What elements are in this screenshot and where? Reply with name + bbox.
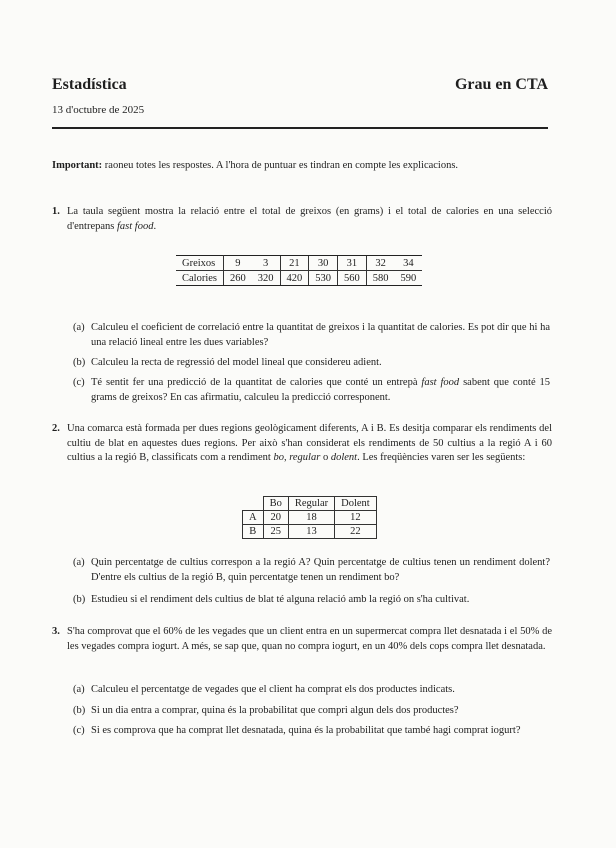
table-cell: 22 (335, 525, 377, 539)
column-header: Bo (263, 497, 288, 511)
row-header-calories: Calories (176, 271, 224, 286)
table-row (176, 271, 422, 286)
subpart-italic: fast food (421, 377, 460, 388)
problem-2b (73, 593, 550, 608)
problem-2 (52, 422, 552, 466)
problem-3a (73, 683, 550, 698)
table-row (243, 497, 377, 511)
table-cell: 560 (338, 271, 367, 286)
table-cell: 34 (395, 256, 423, 271)
problem-1a (73, 321, 550, 350)
table-cell: 530 (309, 271, 338, 286)
yield-frequency-table (242, 496, 377, 539)
table-cell: 12 (335, 511, 377, 525)
problem-1-italic: fast food (117, 220, 154, 232)
table-corner (243, 497, 264, 511)
column-header: Regular (288, 497, 334, 511)
problem-2-statement (67, 422, 552, 466)
subpart-label: (c) (73, 377, 85, 388)
problem-1c (73, 376, 550, 405)
separator: o (320, 452, 331, 463)
problem-1-statement (67, 205, 552, 234)
table-cell: 580 (366, 271, 394, 286)
category-regular: regular (289, 452, 321, 463)
subpart-label: (b) (73, 705, 86, 716)
row-header-fat: Greixos (176, 256, 224, 271)
problem-2-text-end: . Les freqüències varen ser les següents: (357, 452, 526, 463)
subpart-text: Si un dia entra a comprar, quina és la probabilitat que compri algun dels dos productes? (91, 705, 459, 716)
problem-1 (52, 205, 552, 234)
problem-1-text-end: . (153, 220, 157, 232)
problem-3c (73, 724, 550, 739)
table-cell: 31 (338, 256, 367, 271)
problem-3b (73, 704, 550, 719)
table-row (176, 256, 422, 271)
header-rule (52, 127, 548, 129)
problem-2-text: Una comarca està formada per dues regions geològicament diferents, A i B. Es desitja comparar els rendiments del cultiu de blat en aquestes dues regions. Per això s'han considerat els rendiments de 50 cultius a la regió A i 60 cultius a la regió B, classificats com a rendiment (67, 423, 552, 463)
table-cell: 13 (288, 525, 334, 539)
table-row (243, 511, 377, 525)
subpart-label: (c) (73, 725, 85, 736)
problem-2-number: 2. (52, 423, 60, 434)
table-cell: 9 (224, 256, 252, 271)
exam-date: 13 d'octubre de 2025 (52, 104, 145, 116)
subpart-label: (a) (73, 557, 85, 568)
table-cell: 30 (309, 256, 338, 271)
subpart-text-end: sabent que conté 15 grams de greixos? En cas afirmatiu, calculeu la predicció corresponent. (91, 377, 551, 403)
table-cell: 3 (252, 256, 280, 271)
table-cell: 260 (224, 271, 252, 286)
subpart-text (91, 376, 550, 405)
subpart-text: Estudieu si el rendiment dels cultius de blat té alguna relació amb la regió on s'ha cultivat. (91, 594, 470, 605)
subpart-label: (a) (73, 684, 85, 695)
problem-3-number: 3. (52, 626, 60, 637)
column-header: Dolent (335, 497, 377, 511)
subpart-text: Quin percentatge de cultius correspon a la regió A? Quin percentatge de cultius tenen un rendiment dolent? D'entre els cultius de la regió B, quin percentatge tenen un rendiment bo? (91, 557, 550, 583)
subpart-label: (b) (73, 594, 86, 605)
problem-2a (73, 556, 550, 585)
table-cell: 320 (252, 271, 280, 286)
separator: , (283, 452, 290, 463)
row-header: B (243, 525, 264, 539)
subpart-text: Calculeu la recta de regressió del model lineal que considereu adient. (91, 357, 382, 368)
subpart-label: (b) (73, 357, 86, 368)
subpart-text: Si es comprova que ha comprat llet desnatada, quina és la probabilitat que també hagi comprat iogurt? (91, 725, 521, 736)
fat-calories-table (176, 255, 422, 286)
important-note (52, 159, 552, 173)
table-cell: 20 (263, 511, 288, 525)
category-dolent: dolent (330, 452, 358, 463)
table-cell: 420 (280, 271, 309, 286)
problem-3-statement: S'ha comprovat que el 60% de les vegades que un client entra en un supermercat compra llet desnatada i el 50% de les vegades compra iogurt. A més, se sap que, quan no compra iogurt, en un 40% dels cops compra llet desnatada. (67, 626, 552, 652)
table-cell: 18 (288, 511, 334, 525)
degree-title: Grau en CTA (454, 76, 548, 93)
table-cell: 25 (263, 525, 288, 539)
table-cell: 590 (395, 271, 423, 286)
subpart-text: Calculeu el coeficient de correlació entre la quantitat de greixos i la quantitat de calories. Es pot dir que hi ha una relació lineal entre les dues variables? (91, 322, 550, 348)
problem-1b (73, 356, 550, 371)
category-bo: bo (273, 452, 284, 463)
problem-1-text: La taula següent mostra la relació entre el total de greixos (en grams) i el total de calories en una selecció d'entrepans (67, 206, 552, 232)
subpart-text: Calculeu el percentatge de vegades que el client ha comprat els dos productes indicats. (91, 684, 455, 695)
table-row (243, 525, 377, 539)
subject-title: Estadística (52, 76, 127, 93)
table-cell: 21 (280, 256, 309, 271)
row-header: A (243, 511, 264, 525)
important-label: Important: (52, 160, 103, 171)
important-text: raoneu totes les respostes. A l'hora de puntuar es tindran en compte les explicacions. (102, 160, 459, 171)
subpart-text-start: Té sentit fer una predicció de la quantitat de calories que conté un entrepà (91, 377, 422, 388)
problem-1-number: 1. (52, 206, 60, 217)
subpart-label: (a) (73, 322, 85, 333)
table-cell: 32 (366, 256, 394, 271)
problem-3 (52, 625, 552, 654)
